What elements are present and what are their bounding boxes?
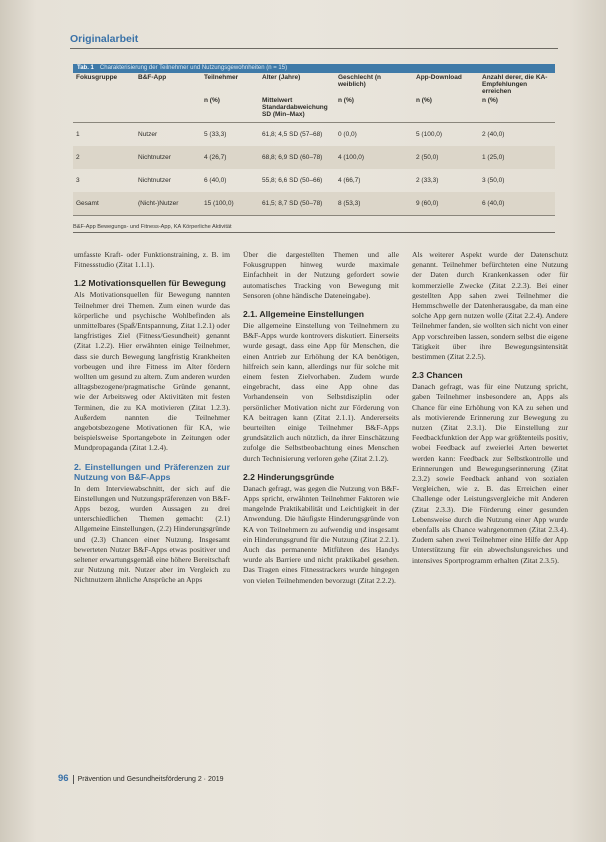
- table-subheader: [73, 96, 135, 123]
- table-subheader: Mittelwert Standardabweichung SD (Min–Max): [259, 96, 335, 123]
- table-legend: B&F-App Bewegungs- und Fitness-App, KA Körperliche Aktivität: [73, 224, 555, 233]
- table-row: [73, 169, 555, 192]
- participants-table: [73, 73, 555, 216]
- paragraph: Als weiterer Aspekt wurde der Datenschutz genannt. Teilnehmer befürchteten eine Nutzung der Daten durch Krankenkassen oder für kommerzielle Zwecke (Zitat 2.2.3). Bei einer gestellten App sahen zwei Teilnehmer die Hemmschwelle der Datenherausgabe, da man eine solche App gern nutzen wolle (Zitat 2.2.4). Andere Teilnehmer fanden, sie wollten sich nicht von einer App vorschreiben lassen, sondern selbst die eigene Tätigkeit über ihre Bewegungsintensität bestimmen (Zitat 2.2.5).: [412, 250, 568, 362]
- page-number: 96: [58, 773, 69, 784]
- table-title: Charakterisierung der Teilnehmer und Nutzungsgewohnheiten (n = 15): [99, 65, 288, 71]
- section-heading: 2.2 Hinderungsgründe: [243, 471, 335, 482]
- table-header: Fokusgruppe: [76, 74, 118, 81]
- table-cell: 2 (40,0): [482, 131, 505, 138]
- table-subheader: n (%): [201, 96, 259, 123]
- table-caption: [73, 64, 555, 73]
- table-cell: 4 (26,7): [201, 146, 259, 169]
- table-subheader: [135, 96, 201, 123]
- paragraph: umfasste Kraft- oder Funktionstraining, z. B. im Fitnessstudio (Zitat 1.1.1).: [74, 250, 230, 270]
- table-row: [73, 146, 555, 169]
- table-header: Geschlecht (n weiblich): [338, 74, 381, 88]
- table-cell: Gesamt: [73, 192, 135, 216]
- table-cell: 15 (100,0): [201, 192, 259, 216]
- table-header: B&F-App: [138, 74, 167, 81]
- journal-name: Prävention und Gesundheitsförderung 2 · 2019: [77, 776, 224, 783]
- footer-divider: [73, 775, 74, 784]
- section-heading: 2.1. Allgemeine Einstellungen: [243, 309, 364, 320]
- paragraph: Über die dargestellten Themen und alle Fokusgruppen hinweg wurde maximale Einfachheit in der Nutzung gefordert sowie automatisches Tracking von Bewegung mit Sensoren (ohne händische Dateneingabe).: [243, 250, 399, 300]
- table-cell: 6 (40,0): [479, 192, 555, 216]
- table-cell: 55,8; 6,6 SD (50–66): [262, 177, 323, 184]
- page-footer: [58, 773, 224, 784]
- table-subheader-row: [73, 96, 555, 123]
- table-cell: Nichtnutzer: [138, 177, 171, 184]
- paragraph: Danach gefragt, was für eine Nutzung spricht, gaben Teilnehmer insbesondere an, Apps als Chance für eine Erhöhung von KA zu sehen und als motivierende Erinnerung zur Bewegung zu nutzen (Zitat 2.3.1). Die Einstellung zur Feedbackfunktion der App war größtenteils positiv, wobei Feedback auf zweierlei Arten bewertet werden kann: Feedback zur Selbstkontrolle und Erinnerungen und Bewegungserinnerung (Zitat 2.3.2) sowie Feedback anhand von sozialen Vergleichen, wie z. B. das Erreichen einer Challenge oder Leistungsvergleiche mit Anderen (Zitat 2.3.3). Die Förderung einer gesunden Lebensweise durch die Nutzung einer App wurde ebenfalls als Chance wahrgenommen (Zitat 2.3.4). Zudem sahen zwei Teilnehmer eine Hilfe der App Unterstützung für ein abwechslungsreiches und intensives Sportprogramm erhalten (Zitat 2.3.5).: [412, 382, 568, 565]
- section-heading: 1.2 Motivationsquellen für Bewegung: [74, 278, 226, 289]
- table-row-total: [73, 192, 555, 216]
- table-header: Teilnehmer: [204, 74, 239, 81]
- text-column-1: [74, 250, 230, 586]
- table-header: Alter (Jahre): [262, 74, 301, 81]
- table-cell: Nutzer: [138, 131, 158, 138]
- paragraph: Als Motivationsquellen für Bewegung nannten Teilnehmer drei Themen. Zum einen wurde das körperliche und psychische Wohlbefinden als unmittelbares (Spaß/Entspannung, Zitat 1.2.1) oder langfristiges Ziel (Fitness/Gesundheit) genannt (Zitat 1.2.2). Hier erwähnten einige Teilnehmer, dass sie durch Bewegung langfristig Krankheiten vorbeugen und ihre Fitness im Alter fördern wollten um gesund zu altern. Zum anderen wurden alltagsbezogene/pragmatische Gründe genannt, wie der Arbeitsweg oder Aktivitäten mit festen Terminen, die zu KA motivieren (Zitat 1.2.3). Außerdem nannten die Teilnehmer angebotsbezogene Motivationen für KA, wie beispielsweise Sportangebote in Zeitungen oder Mundpropaganda (Zitat 1.2.4).: [74, 290, 230, 453]
- text-column-3: [412, 250, 568, 566]
- table-cell: 1 (25,0): [479, 146, 555, 169]
- table-subheader: n (%): [335, 96, 413, 123]
- paragraph: Die allgemeine Einstellung von Teilnehmern zu B&F-Apps wurde kontrovers diskutiert. Einerseits wurde gesagt, dass eine App für Menschen, die einen Antrieb zur Erhöhung der KA benötigen, hilfreich sein kann, allerdings nur für solche mit einem festen Zielvorhaben. Zudem wurde eingebracht, dass eine App ohne das Vorhandensein von Selbstdisziplin oder persönlicher Motivation nicht zur Förderung von KA beitragen kann (Zitat 2.1.1). Andererseits beurteilten einige Teilnehmer B&F-Apps grundsätzlich auch nützlich, da ihrer Einschätzung zufolge die Selbstbeobachtung eines Menschen durch Technisierung verloren gehe (Zitat 2.1.2).: [243, 321, 399, 463]
- table-cell: 9 (60,0): [413, 192, 479, 216]
- table-subheader: n (%): [413, 96, 479, 123]
- table-cell: 6 (40,0): [204, 177, 227, 184]
- paragraph: In dem Interviewabschnitt, der sich auf die Einstellungen und Nutzungspräferenzen von B&F-Apps bezog, wurden Aussagen zu drei unterschiedlichen Themen gemacht: (2.1) Allgemeine Einstellungen, (2.2) Hinderungsgründe und (2.3) Chancen einer Nutzung. Insgesamt bewerteten Nutzer B&F-Apps etwas positiver und seltener erwartungsgemäß eine höhere Bereitschaft zur Nutzung mit. Nutzer aber im Vergleich zu Nichtnutzern ähnliche Ansprüche an Apps: [74, 483, 230, 585]
- table-subheader: n (%): [479, 96, 555, 123]
- text-column-2: [243, 250, 399, 586]
- table-cell: 2: [73, 146, 135, 169]
- table-row: [73, 123, 555, 147]
- table-cell: 8 (53,3): [335, 192, 413, 216]
- table-cell: 1: [76, 131, 80, 138]
- table-cell: 5 (100,0): [416, 131, 443, 138]
- table-cell: 61,8; 4,5 SD (57–68): [262, 131, 323, 138]
- table-cell: 61,5; 8,7 SD (50–78): [259, 192, 335, 216]
- table-cell: 68,8; 6,9 SD (60–78): [259, 146, 335, 169]
- table-cell: Nichtnutzer: [135, 146, 201, 169]
- table-header: Anzahl derer, die KA-Empfehlungen erreichen: [482, 74, 548, 95]
- table-header-row: [73, 73, 555, 96]
- section-heading: 2. Einstellungen und Präferenzen zur Nutzung von B&F-Apps: [74, 461, 230, 482]
- section-heading: 2.3 Chancen: [412, 370, 463, 381]
- table-cell: 5 (33,3): [204, 131, 227, 138]
- paragraph: Danach gefragt, was gegen die Nutzung von B&F-Apps spricht, erwähnten Teilnehmer Faktoren wie mangelnde Praktikabilität und Leichtigkeit in der Anwendung. Die häufigste Hinderungsgründe von KA von Teilnehmern zu aufwendig und insgesamt ein Hinderungsgrund für die Nutzung (Zitat 2.2.1). Auch das permanente Mitführen des Handys wurde als Barriere und nicht praktikabel gesehen. Das Tragen eines Fitnesstrackers wurde hingegen von vielen Teilnehmenden bevorzugt (Zitat 2.2.2).: [243, 483, 399, 585]
- table-cell: 4 (100,0): [335, 146, 413, 169]
- table-cell: 3 (50,0): [482, 177, 505, 184]
- table-cell: 0 (0,0): [338, 131, 357, 138]
- table-number: Tab. 1: [77, 65, 94, 71]
- table-cell: 2 (50,0): [413, 146, 479, 169]
- section-label: Originalarbeit: [70, 33, 139, 45]
- table-header: App-Download: [416, 74, 462, 81]
- header-rule: [70, 48, 558, 49]
- table-cell: 4 (66,7): [338, 177, 361, 184]
- table-cell: 3: [76, 177, 80, 184]
- table-cell: 2 (33,3): [416, 177, 439, 184]
- table-cell: (Nicht-)Nutzer: [135, 192, 201, 216]
